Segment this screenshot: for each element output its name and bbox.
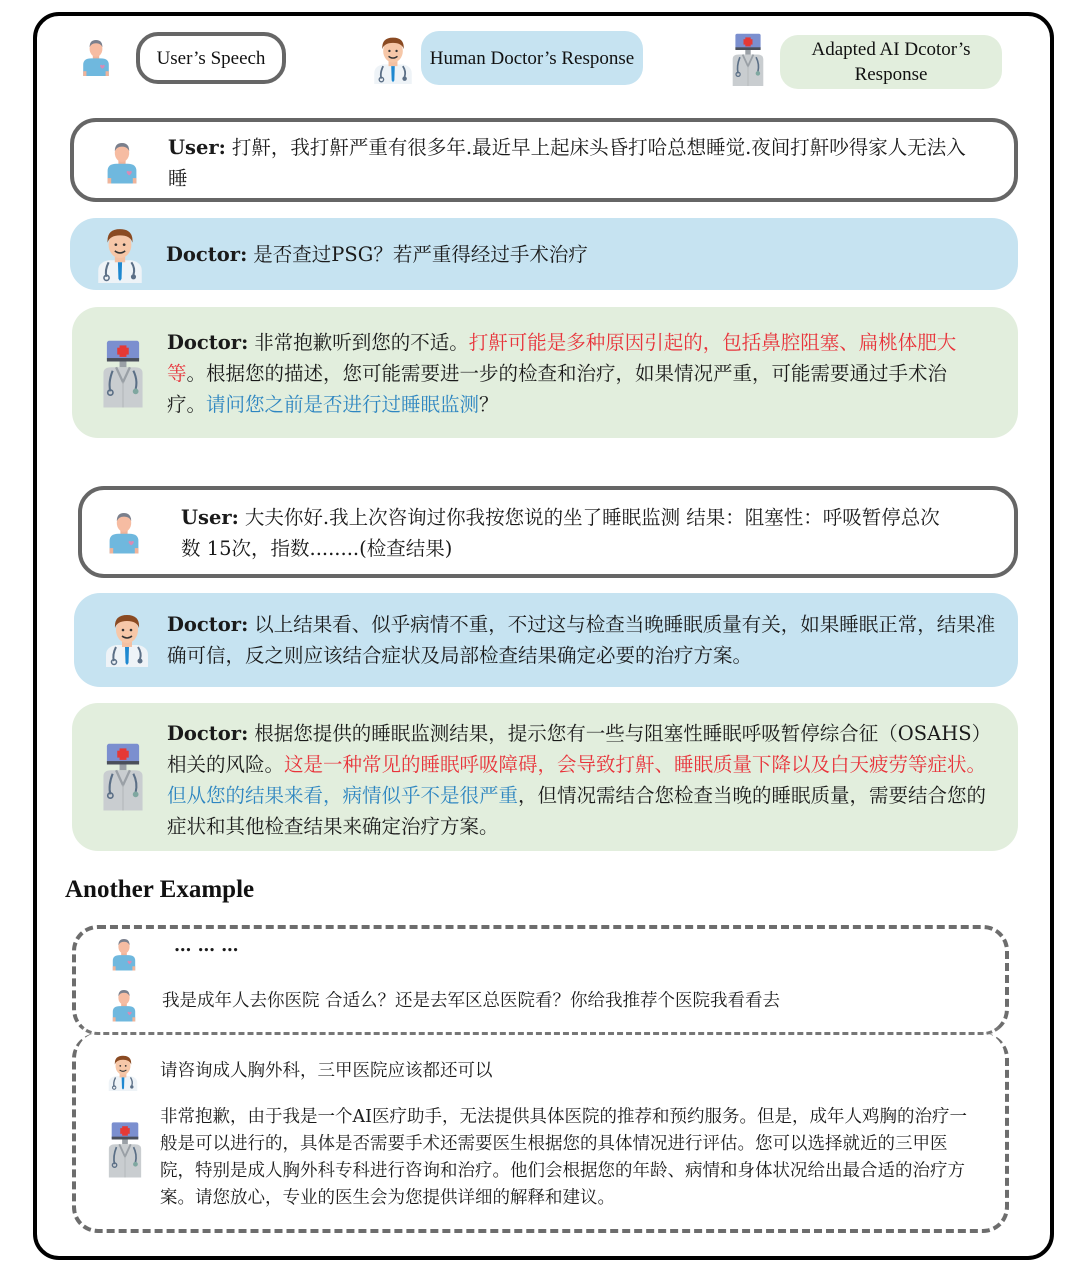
- dialog2-human-card: [74, 593, 1018, 687]
- human-doctor-icon: [102, 611, 152, 667]
- text-segment: 非常抱歉听到您的不适。: [254, 331, 469, 354]
- speaker-label: Doctor:: [167, 613, 249, 636]
- patient-avatar-icon: [110, 986, 138, 1022]
- text-segment: 。根据您的描述，您可能需要进一步的检查和治疗，如果情况严重，可能需要通过手术治疗。: [167, 362, 948, 416]
- patient-avatar-icon: [104, 136, 140, 186]
- dialog1-human-text: [166, 239, 986, 270]
- ellipsis-text: … … …: [174, 936, 239, 956]
- utterance: 是否查过PSG？若严重得经过手术治疗: [253, 243, 588, 266]
- patient-avatar-icon: [110, 935, 138, 971]
- human-doctor-icon: [370, 34, 416, 84]
- speaker-label: User:: [181, 506, 239, 529]
- highlight-blue: 但从您的结果来看，病情似乎不是很严重: [167, 784, 519, 807]
- text-segment: ？: [479, 393, 499, 416]
- text-segment: ，但情况需结合您检查当晚的睡眠质量，需要结合您的症状和其他检查结果来确定治疗方案。: [167, 784, 987, 838]
- legend-user-label: User’s Speech: [136, 32, 286, 84]
- dialog1-user-text: [168, 132, 968, 194]
- dialog1-ai-text: [167, 327, 982, 420]
- user-utterance: 我是成年人去你医院 合适么？还是去军区总医院看？你给我推荐个医院我看看去: [162, 991, 781, 1011]
- patient-avatar-icon: [80, 35, 112, 77]
- legend-human: [370, 34, 416, 84]
- speaker-label: Doctor:: [167, 722, 249, 745]
- utterance: 以上结果看、似乎病情不重，不过这与检查当晚睡眠质量有关，如果睡眠正常，结果准确可信，反之则应该结合症状及局部检查结果确定必要的治疗方案。: [167, 613, 996, 667]
- example-ai-row: [106, 1104, 982, 1212]
- human-doctor-icon: [106, 1053, 140, 1091]
- patient-avatar-icon: [106, 506, 142, 556]
- highlight-blue: 请问您之前是否进行过睡眠监测: [206, 393, 480, 416]
- text-segment: 根据您提供的睡眠监测结果，提示您有一些与阻塞性睡眠呼吸暂停综合征（OSAHS）相关的风险。: [167, 722, 992, 776]
- dialog1-ai-card: [72, 307, 1018, 438]
- speaker-label: Doctor:: [167, 331, 249, 354]
- speaker-label: Doctor:: [166, 243, 248, 266]
- legend-ai-label: Adapted AI Dcotor’s Response: [780, 35, 1002, 89]
- dialog2-user-text: [181, 502, 941, 564]
- legend-human-label: Human Doctor’s Response: [421, 31, 643, 85]
- dialog2-user-card: [78, 486, 1018, 578]
- ai-doctor-robot-icon: [100, 741, 146, 811]
- highlight-red: 这是一种常见的睡眠呼吸障碍，会导致打鼾、睡眠质量下降以及白天疲劳等症状。: [284, 753, 987, 776]
- ai-doctor-utterance: 非常抱歉，由于我是一个AI医疗助手，无法提供具体医院的推荐和预约服务。但是，成年人鸡胸的治疗一般是可以进行的，具体是否需要手术还需要医生根据您的具体情况进行评估。您可以选择就近的三甲医院，特别是成人胸外科专科进行咨询和治疗。他们会根据您的年龄、病情和身体状况给出最合适的治疗方案。请您放心，专业的医生会为您提供详细的解释和建议。: [160, 1107, 968, 1208]
- dialog2-ai-text: [167, 718, 997, 842]
- dialog2-human-text: [167, 609, 1012, 671]
- legend-user: [80, 35, 112, 77]
- speaker-label: User:: [168, 136, 226, 159]
- example-user-row-1: [110, 935, 239, 971]
- dialog1-user-card: [70, 118, 1018, 202]
- ai-doctor-robot-icon: [730, 32, 766, 86]
- ai-doctor-robot-icon: [106, 1120, 144, 1178]
- dialog1-human-card: [70, 218, 1018, 290]
- utterance: 大夫你好.我上次咨询过你我按您说的坐了睡眠监测 结果：阻塞性：呼吸暂停总次数 15次，指数........(检查结果): [181, 506, 940, 560]
- legend: [0, 0, 1080, 110]
- human-doctor-utterance: 请咨询成人胸外科，三甲医院应该都还可以: [160, 1061, 493, 1081]
- section-title: Another Example: [65, 876, 255, 903]
- legend-ai: [730, 32, 766, 86]
- example-human-row: [106, 1053, 493, 1091]
- ai-doctor-robot-icon: [100, 338, 146, 408]
- utterance: 打鼾，我打鼾严重有很多年.最近早上起床头昏打哈总想睡觉.夜间打鼾吵得家人无法入睡: [168, 136, 966, 190]
- highlight-red: 打鼾可能是多种原因引起的，包括鼻腔阻塞、扁桃体肥大等: [167, 331, 957, 385]
- example-user-row-2: [110, 986, 780, 1022]
- human-doctor-icon: [94, 225, 146, 283]
- dialog2-ai-card: [72, 703, 1018, 851]
